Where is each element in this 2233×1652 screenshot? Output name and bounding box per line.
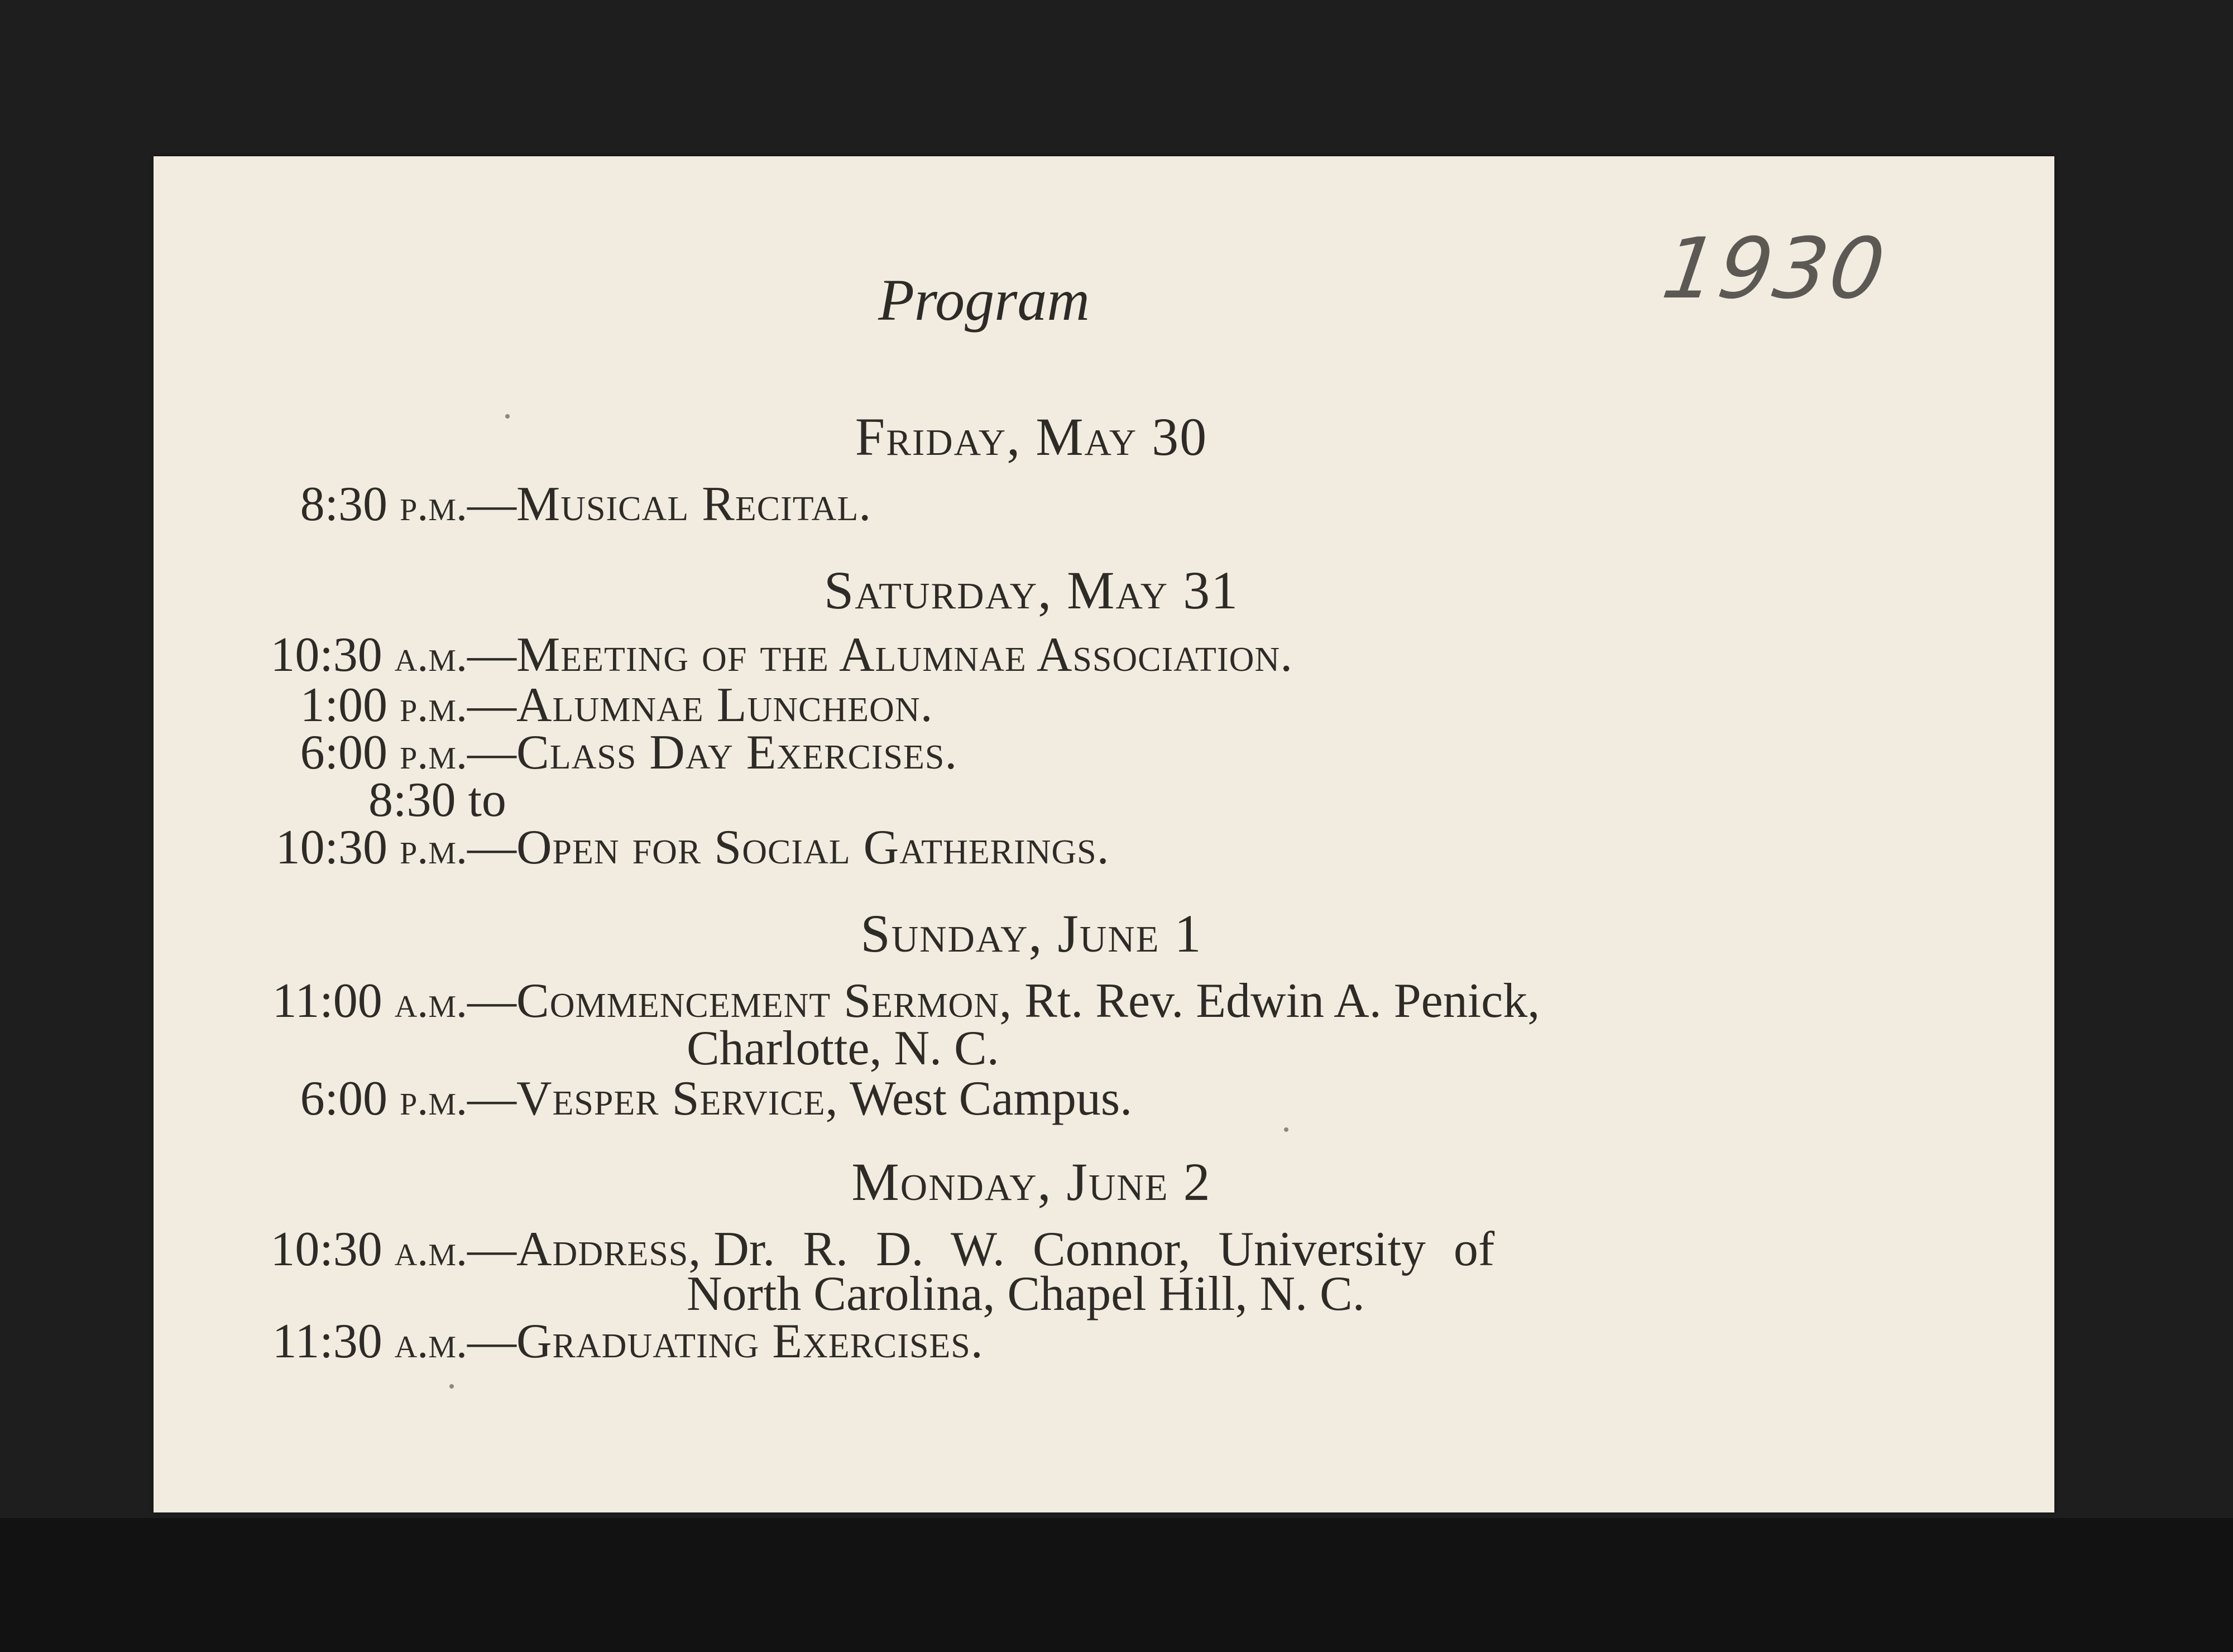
day-heading-saturday: Saturday, May 31 [823,560,1239,620]
day-heading-monday: Monday, June 2 [851,1152,1211,1212]
entry-continuation: North Carolina, Chapel Hill, N. C. [687,1267,1365,1321]
entry-event: —Address, Dr. R. D. W. Connor, University of [467,1222,1495,1276]
paper-speck [505,414,510,419]
paper-speck [1284,1127,1288,1132]
entry-event: —Graduating Exercises. [467,1314,984,1368]
entry-event: —Open for Social Gatherings. [467,820,1110,875]
entry-time: 8:30 p.m. [300,477,467,531]
program-title: Program [878,267,1090,333]
day-heading-sunday: Sunday, June 1 [860,904,1202,963]
entry-time: 10:30 p.m. [275,820,467,875]
paper-speck [449,1384,454,1389]
entry-event: —Alumnae Luncheon. [467,678,933,732]
entry-time: 10:30 a.m. [270,628,467,682]
entry-time: 8:30 to [368,773,506,827]
handwritten-year: 1930 [1656,220,1892,318]
entry-event: —Meeting of the Alumnae Association. [467,628,1293,682]
backdrop [0,1518,2233,1652]
entry-event: —Class Day Exercises. [467,726,958,780]
entry-event: —Musical Recital. [467,477,872,531]
entry-time: 1:00 p.m. [300,678,467,732]
entry-time: 10:30 a.m. [270,1222,467,1276]
entry-event: —Commencement Sermon, Rt. Rev. Edwin A. Penick, [467,974,1540,1028]
program-card [154,156,2054,1512]
entry-continuation: Charlotte, N. C. [687,1021,999,1075]
entry-time: 11:30 a.m. [272,1314,467,1368]
entry-time: 6:00 p.m. [300,726,467,780]
entry-time: 6:00 p.m. [300,1072,467,1126]
entry-event: —Vesper Service, West Campus. [467,1072,1133,1126]
day-heading-friday: Friday, May 30 [855,407,1208,467]
entry-time: 11:00 a.m. [272,974,467,1028]
